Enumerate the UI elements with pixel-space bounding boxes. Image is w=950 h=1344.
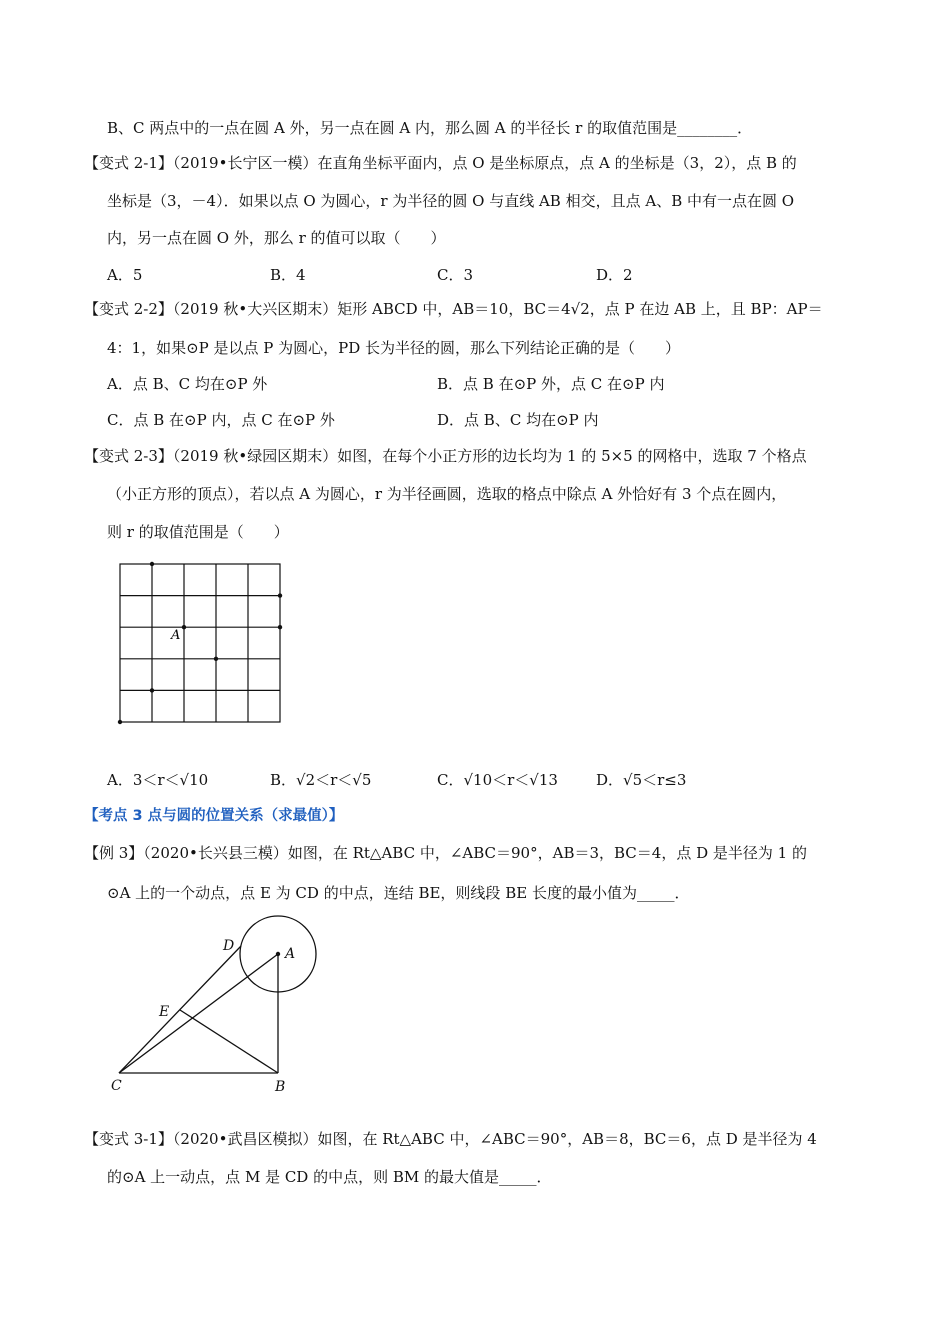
option-2-3-b: B．√2＜r＜√5 <box>270 771 372 789</box>
label-c: C <box>111 1078 122 1094</box>
segment-ca <box>119 954 278 1073</box>
option-2-1-c: C．3 <box>437 266 474 284</box>
option-2-2-a: A．点 B、C 均在⊙P 外 <box>107 375 268 393</box>
option-2-1-d: D．2 <box>596 266 633 284</box>
option-2-2-b: B．点 B 在⊙P 外，点 C 在⊙P 内 <box>437 375 665 393</box>
option-2-2-d: D．点 B、C 均在⊙P 内 <box>437 411 599 429</box>
option-2-3-a: A．3＜r＜√10 <box>107 771 209 789</box>
option-2-3-c: C．√10＜r＜√13 <box>437 771 558 789</box>
question-2-3-line-1: 【变式 2-3】（2019 秋•绿园区期末）如图，在每个小正方形的边长均为 1 的 5×5 的网格中，选取 7 个格点 <box>84 447 807 465</box>
option-2-3-d: D．√5＜r≤3 <box>596 771 687 789</box>
question-2-1-line-3: 内，另一点在圆 O 外，那么 r 的值可以取（ ） <box>107 229 446 247</box>
grid-point <box>150 562 154 566</box>
grid-point <box>278 593 282 597</box>
segment-cd <box>119 946 241 1073</box>
option-2-2-c: C．点 B 在⊙P 内，点 C 在⊙P 外 <box>107 411 335 429</box>
grid-point <box>278 625 282 629</box>
question-3-1-line-2: 的⊙A 上一动点，点 M 是 CD 的中点，则 BM 的最大值是_____． <box>107 1168 552 1186</box>
label-e: E <box>159 1004 170 1020</box>
question-2-2-line-1: 【变式 2-2】（2019 秋•大兴区期末）矩形 ABCD 中，AB＝10，BC＝4√2，点 P 在边 AB 上，且 BP：AP＝ <box>84 300 823 318</box>
grid-point <box>118 720 122 724</box>
example-3-line-2: ⊙A 上的一个动点，点 E 为 CD 的中点，连结 BE，则线段 BE 长度的最小值为_____． <box>107 884 690 902</box>
grid-point <box>150 688 154 692</box>
section-heading: 【考点 3 点与圆的位置关系（求最值）】 <box>84 808 344 824</box>
label-d: D <box>223 938 235 954</box>
grid-point <box>214 657 218 661</box>
grid-label-a: A <box>171 628 181 643</box>
question-2-1-line-2: 坐标是（3，－4）．如果以点 O 为圆心，r 为半径的圆 O 与直线 AB 相交，且点 A、B 中有一点在圆 O <box>107 192 795 210</box>
example-3-line-1: 【例 3】（2020•长兴县三模）如图，在 Rt△ABC 中，∠ABC＝90°，AB＝3，BC＝4，点 D 是半径为 1 的 <box>84 844 807 862</box>
grid-point-a <box>182 625 186 629</box>
grid-figure <box>110 556 295 731</box>
option-2-1-a: A．5 <box>107 266 143 284</box>
question-2-3-line-2: （小正方形的顶点），若以点 A 为圆心，r 为半径画圆，选取的格点中除点 A 外恰好有 3 个点在圆内， <box>107 485 787 503</box>
text-line-1: B、C 两点中的一点在圆 A 外，另一点在圆 A 内，那么圆 A 的半径长 r 的取值范围是________． <box>107 119 753 137</box>
segment-eb <box>180 1010 278 1073</box>
label-a: A <box>285 946 296 962</box>
question-2-3-line-3: 则 r 的取值范围是（ ） <box>107 523 289 541</box>
question-2-2-line-2: 4：1，如果⊙P 是以点 P 为圆心，PD 长为半径的圆，那么下列结论正确的是（ ） <box>107 339 681 357</box>
point-a <box>276 952 280 956</box>
option-2-1-b: B．4 <box>270 266 306 284</box>
grid-lines <box>120 564 280 722</box>
grid-points <box>118 562 282 724</box>
label-b: B <box>275 1079 286 1095</box>
triangle-figure <box>100 910 330 1100</box>
question-3-1-line-1: 【变式 3-1】（2020•武昌区模拟）如图，在 Rt△ABC 中，∠ABC＝90°，AB＝8，BC＝6，点 D 是半径为 4 <box>84 1130 817 1148</box>
question-2-1-line-1: 【变式 2-1】（2019•长宁区一模）在直角坐标平面内，点 O 是坐标原点，点 A 的坐标是（3，2），点 B 的 <box>84 154 797 172</box>
